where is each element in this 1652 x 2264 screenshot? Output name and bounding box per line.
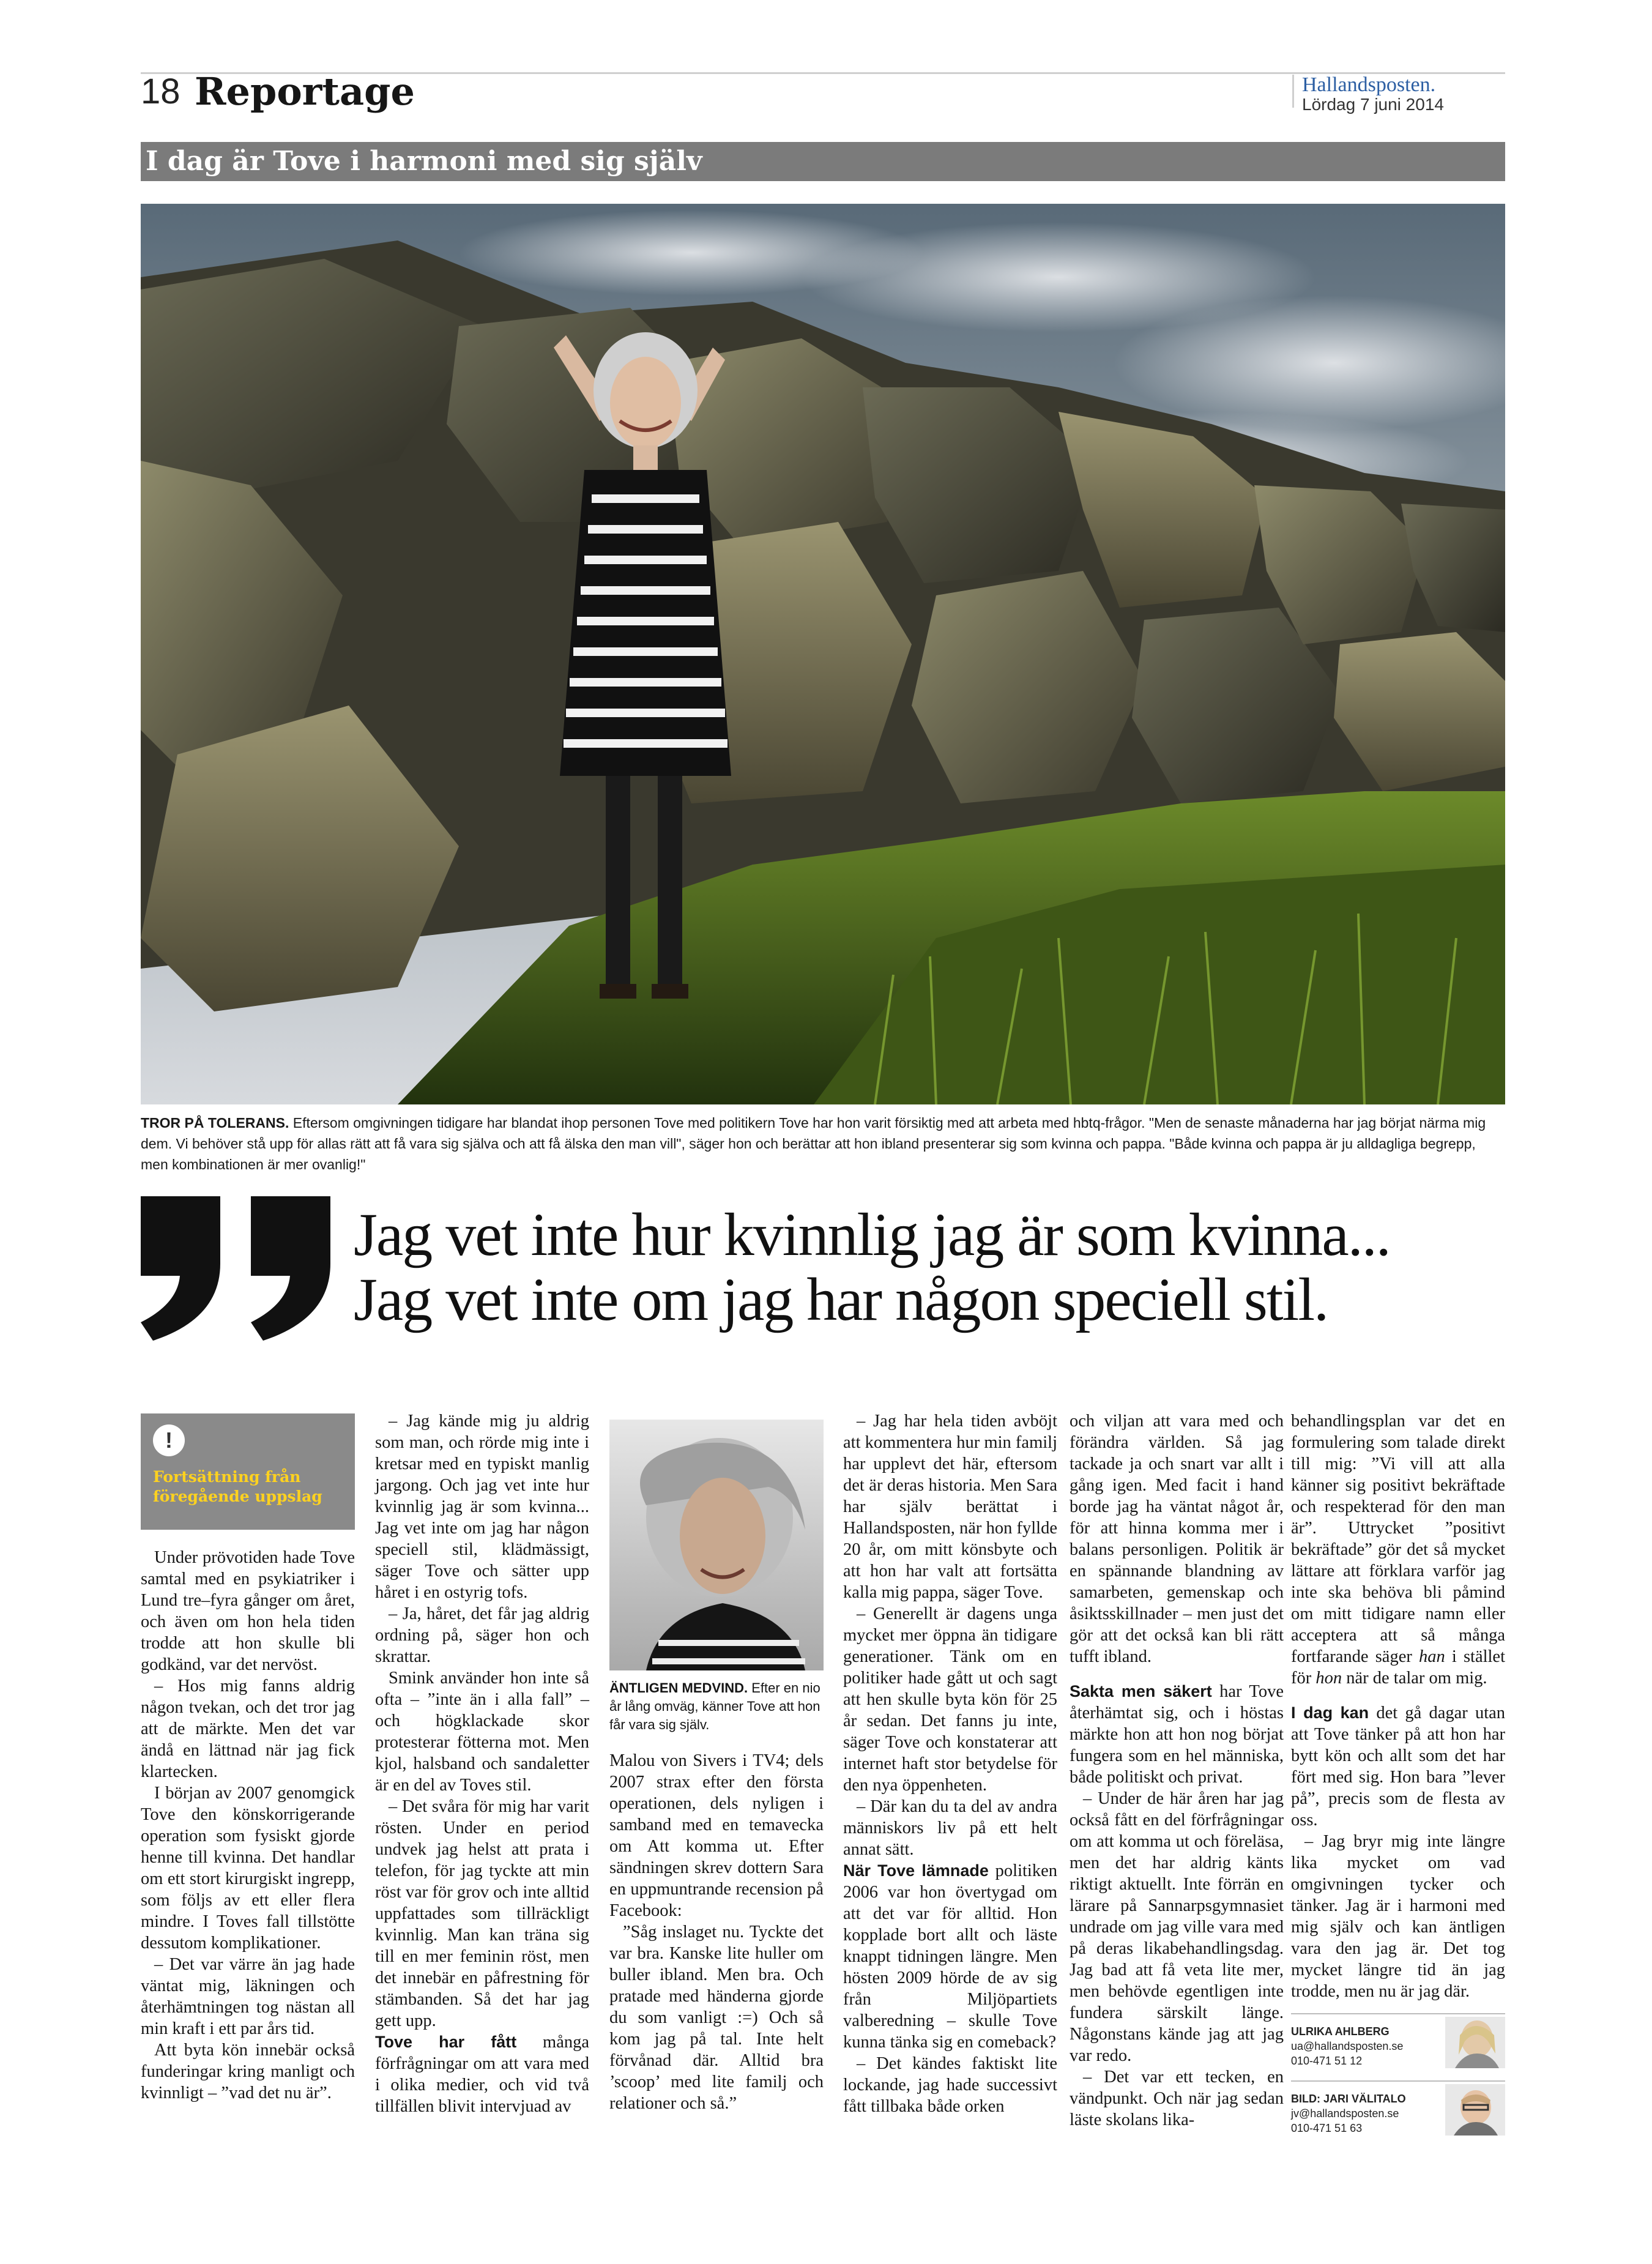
paragraph: Under prövotiden hade Tove samtal med en psykiatriker i Lund tre–fyra gånger om året, och även om hon hela tiden trodde att hon skulle bli godkänd, var det nervöst. [141,1548,355,1674]
photographer-portrait-icon [1445,2084,1505,2136]
paragraph: – Där kan du ta del av andra människors liv på ett helt annat sätt. [843,1797,1057,1859]
paragraph: Malou von Sivers i TV4; dels 2007 strax efter den första operationen, dels nyligen i samband med en temavecka om Att komma ut. Efter sändningen skrev dottern Sara en uppmuntrande recension på Facebook: [609,1751,824,1920]
paragraph: och viljan att vara med och förändra världen. Så jag tackade ja och snart var allt i gång igen. Med facit i hand borde jag ha väntat något år, för att hinna komma mer i balans personligen. Politik är en spännande blandning av samarbeten, gemenskap och åsiktsskillnader – men just det gör att det också kan bli rätt tufft ibland. [1070,1412,1284,1666]
woman-portrait-icon [609,1420,824,1670]
main-photo [141,204,1505,1104]
caption-text: Eftersom omgivningen tidigare har blandat ihop personen Tove med politikern Tove har hon varit försiktig med att arbeta med hbtq-frågor. "Men de senaste månaderna har jag börjat närma mig dem. Vi behöver stå upp för allas rätt att få vara sig själva och att få älska den man vill", säger hon och berättar att hon ibland presenterar sig som kvinna och pappa. "Både kvinna och pappa är ju alldagliga begrepp, men kombinationen är mer ovanlig!" [141,1115,1486,1172]
caption-lead: TROR PÅ TOLERANS. [141,1115,289,1131]
woman-portrait-icon [141,204,1505,1104]
column-2 [375,1410,589,2117]
page-number: 18 [141,72,180,111]
paragraph: Att byta kön innebär också funderingar kring manligt och kvinnligt – ”vad det nu är”. [141,2041,355,2102]
paragraph: – Generellt är dagens unga mycket mer öppna än tidigare generationer. Tänk om en politiker hade gått ut och sagt att hen skulle byta kön för 25 år sedan. Det fanns ju inte, säger Tove och konstaterar att internet haft stor betydelse för den nya öppenheten. [843,1604,1057,1795]
masthead-logo[interactable]: Hallandsposten. [1302,73,1436,96]
paragraph: – Det var värre än jag hade väntat mig, läkningen och återhämtningen tog nästan all min kraft i ett par års tid. [141,1955,355,2038]
byline-rule [1291,2080,1505,2082]
inset-caption-text: Efter en nio år lång omväg, känner Tove att hon får vara sig själv. [609,1680,820,1732]
paragraph: – Under de här åren har jag också fått en del förfrågningar om att komma ut och föreläsa, men det har aldrig känts riktigt aktuellt. Inte förrän en lärare på Sannarpsgymnasiet undrade om jag ville vara med på deras likabehandlingsdag. Jag bad att få veta lite mer, men behövde egentligen inte fundera särskilt länge. Någonstans kände jag att jag var redo. [1070,1789,1284,2065]
byline-reporter [1291,2024,1444,2068]
paragraph: ”Såg inslaget nu. Tyckte det var bra. Kanske lite huller om buller ibland. Men bra. Och pratade med händerna gjorde du som vanligt :=) Och så kom jag på tal. Inte helt förvånad där. Alltid bra ’scoop’ med lite familj och relationer och så.” [609,1923,824,2113]
paragraph: – Det kändes faktiskt lite lockande, jag hade successivt fått tillbaka både orken [843,2054,1057,2116]
paragraph: – Hos mig fanns aldrig någon tvekan, och det tror jag att de märkte. Men det var ändå en lättnad när jag fick klartecken. [141,1677,355,1781]
paragraph: När Tove lämnade politiken 2006 var hon övertygad om att det var för alltid. Hon kopplade bort allt och läste knappt tidningen längre. Men hösten 2009 hörde de av sig från Miljöpartiets valberedning – skulle Tove kunna tänka sig en comeback? [843,1861,1057,2052]
byline-name: ULRIKA AHLBERG [1291,2025,1390,2038]
paragraph: – Ja, håret, det får jag aldrig ordning på, säger hon och skrattar. [375,1604,589,1666]
paragraph: – Jag bryr mig inte längre lika mycket om vad omgivningen tycker och tänker. Jag är i harmoni med mig själv och kan äntligen vara den jag är. Det tog mycket längre tid än jag trodde, men nu är jag där. [1291,1832,1505,2001]
column-1 [141,1547,355,2104]
paragraph: – Det svåra för mig har varit rösten. Under en period undvek jag helst att prata i telefon, för jag tyckte att min röst var för grov och inte alltid uppfattades som tillräckligt kvinnlig. Man kan träna sig till en mer feminin röst, men det innebär en påfrestning för stämbanden. Så det har jag gett upp. [375,1797,589,2030]
pull-quote-line-1: Jag vet inte hur kvinnlig jag är som kvinna... [354,1201,1390,1268]
column-5 [1070,1410,1284,2131]
paragraph: Smink använder hon inte så ofta – ”inte än i alla fall” – och högklackade skor protesterar fötterna mot. Men kjol, halsband och sandaletter är en del av Toves stil. [375,1669,589,1795]
pull-quote [354,1202,1516,1332]
pull-quote-line-2: Jag vet inte om jag har någon speciell stil. [354,1265,1328,1333]
headline: I dag är Tove i harmoni med sig själv [146,146,702,177]
paragraph: I dag kan det gå dagar utan att Tove tänker på att hon har bytt kön och allt som det har fört med sig. Hon bara ”lever på”, precis som de flesta av oss. [1291,1704,1506,1830]
subhead: Tove har fått [375,2033,517,2051]
header-divider [1292,75,1294,108]
subhead: När Tove lämnade [843,1861,989,1880]
exclamation-icon: ! [153,1424,185,1456]
continuation-label: Fortsättning från föregående uppslag [153,1468,322,1505]
paragraph: Tove har fått många förfrågningar om att vara med i olika medier, och vid två tillfällen blivit intervjuad av [375,2033,589,2116]
byline-rule [1291,2013,1505,2014]
inset-caption [609,1679,824,1734]
paragraph: – Det var ett tecken, en vändpunkt. Och när jag sedan läste skolans lika- [1070,2068,1284,2129]
headline-bar [141,142,1505,181]
byline-name: BILD: JARI VÄLITALO [1291,2093,1406,2105]
column-4 [843,1410,1057,2117]
quote-mark-icon [141,1196,337,1346]
section-title: Reportage [195,69,415,114]
reporter-portrait-icon [1445,2017,1505,2068]
column-6 [1291,1410,1505,2002]
subhead: Sakta men säkert [1070,1682,1212,1700]
inset-caption-lead: ÄNTLIGEN MEDVIND. [609,1680,748,1696]
byline-phone: 010-471 51 63 [1291,2122,1363,2134]
byline-email[interactable]: jv@hallandsposten.se [1291,2107,1399,2120]
paragraph: – Jag har hela tiden avböjt att kommentera hur min familj har upplevt det här, eftersom det är deras historia. Men Sara har själv berättat i Hallandsposten, när hon fyllde 20 år, om mitt könsbyte och att hon har valt att fortsätta kalla mig pappa, säger Tove. [843,1412,1057,1602]
byline-photographer [1291,2091,1444,2136]
paragraph: – Jag kände mig ju aldrig som man, och rörde mig inte i kretsar med en typiskt manlig jargong. Och jag vet inte hur kvinnlig jag är som kvinna... Jag vet inte om jag har någon speciell stil, klädmässigt, säger Tove och sätter upp håret i en ostyrig tofs. [375,1412,589,1602]
issue-date: Lördag 7 juni 2014 [1302,95,1444,114]
paragraph: I början av 2007 genomgick Tove den könskorrigerande operation som fysiskt gjorde henne till kvinna. Det handlar om ett stort kirurgiskt ingrepp, som följs av ett eller flera mindre. I Toves fall tillstötte dessutom komplikationer. [141,1784,355,1953]
inset-photo [609,1420,824,1670]
paragraph: behandlingsplan var det en formulering som talade direkt till mig: ”Vi vill att alla känner sig positivt bekräftade och respekterad för den man är”. Uttrycket ”positivt bekräftade” gör det så mycket lättare att förklara varför jag inte ska behöva bli påmind om mitt tidigare namn eller acceptera att så många fortfarande säger han i stället för hon när de talar om mig. [1291,1412,1506,1688]
byline-email[interactable]: ua@hallandsposten.se [1291,2040,1404,2052]
paragraph: Sakta men säkert har Tove återhämtat sig, och i höstas märkte hon att hon nog börjat fungera som en hel människa, både politiskt och privat. [1070,1682,1284,1787]
column-3 [609,1750,824,2114]
subhead: I dag kan [1291,1704,1369,1722]
byline-phone: 010-471 51 12 [1291,2055,1363,2067]
photo-caption [141,1112,1505,1175]
